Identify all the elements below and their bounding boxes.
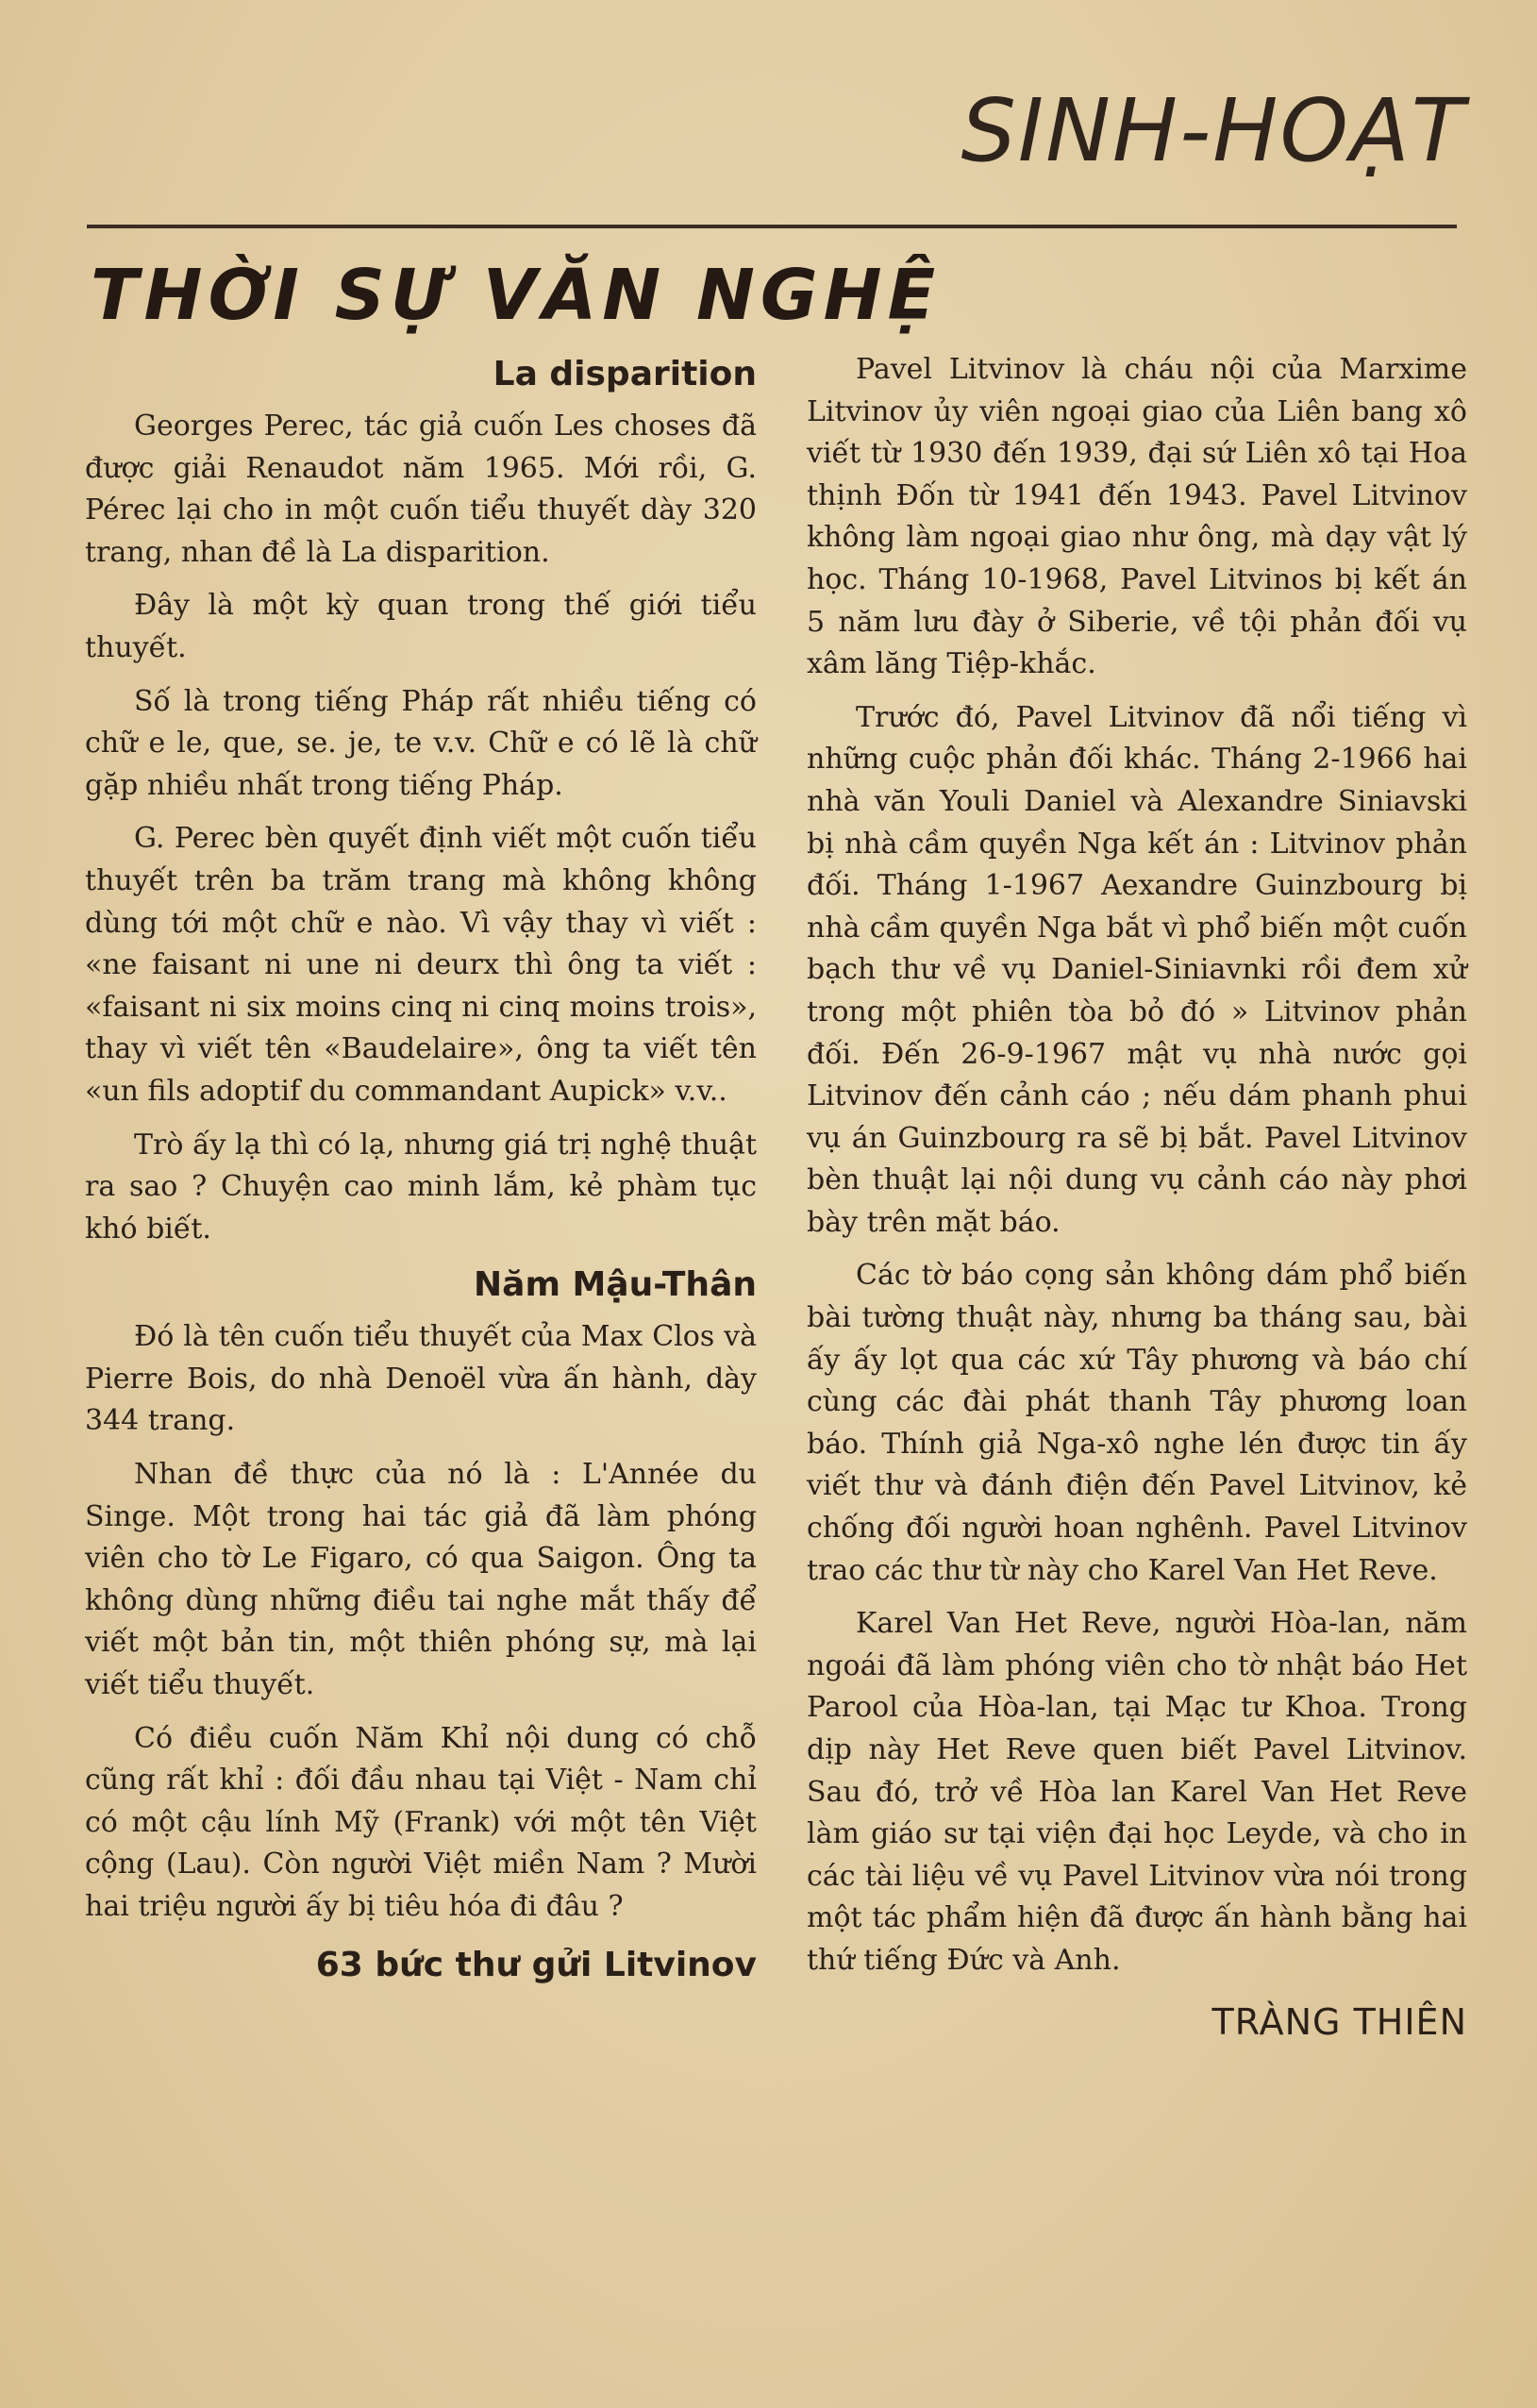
paragraph: G. Perec bèn quyết định viết một cuốn tiểu thuyết trên ba trăm trang mà không không dùng tới một chữ e nào. Vì vậy thay vì viết : «ne faisant ni une ni deurx thì ông ta viết : «faisant ni six moins cinq ni cinq moins trois», thay vì viết tên «Baudelaire», ông ta viết tên «un fils adoptif du commandant Aupick» v.v.. [85, 822, 757, 1108]
right-column [807, 349, 1467, 2043]
paragraph: Các tờ báo cọng sản không dám phổ biến bài tường thuật này, nhưng ba tháng sau, bài ấy ấy lọt qua các xứ Tây phương và báo chí cùng các đài phát thanh Tây phương loan báo. Thính giả Nga-xô nghe lén được tin ấy viết thư và đánh điện đến Pavel Litvinov, kẻ chống đối người hoan nghênh. Pavel Litvinov trao các thư từ này cho Karel Van Het Reve. [807, 1259, 1467, 1587]
subheading-nam-mau-than: Năm Mậu-Thân [474, 1265, 757, 1305]
paragraph: Số là trong tiếng Pháp rất nhiều tiếng có chữ e le, que, se. je, te v.v. Chữ e có lẽ là chữ gặp nhiều nhất trong tiếng Pháp. [85, 684, 757, 802]
paragraph: Đây là một kỳ quan trong thế giới tiểu thuyết. [85, 589, 757, 664]
paragraph: Có điều cuốn Năm Khỉ nội dung có chỗ cũng rất khỉ : đối đầu nhau tại Việt - Nam chỉ có một cậu lính Mỹ (Frank) với một tên Việt cộng (Lau). Còn người Việt miền Nam ? Mười hai triệu người ấy bị tiêu hóa đi đâu ? [85, 1721, 757, 1923]
paragraph: Đó là tên cuốn tiểu thuyết của Max Clos và Pierre Bois, do nhà Denoël vừa ấn hành, dày 344 trang. [85, 1320, 757, 1438]
paragraph: Karel Van Het Reve, người Hòa-lan, năm ngoái đã làm phóng viên cho tờ nhật báo Het Parool của Hòa-lan, tại Mạc tư Khoa. Trong dịp này Het Reve quen biết Pavel Litvinov. Sau đó, trở về Hòa lan Karel Van Het Reve làm giáo sư tại viện đại học Leyde, và cho in các tài liệu về vụ Pavel Litvinov vừa nói trong một tác phẩm hiện đã được ấn hành bằng hai thứ tiếng Đức và Anh. [807, 1607, 1467, 1977]
author-signature: TRÀNG THIÊN [1211, 2000, 1467, 2043]
header-rule [87, 225, 1457, 228]
page-title: THỜI SỰ VĂN NGHỆ [91, 255, 942, 336]
subheading-63-letters: 63 bức thư gửi Litvinov [315, 1945, 757, 1984]
section-header: SINH-HOẠT [961, 80, 1466, 181]
paragraph: Trước đó, Pavel Litvinov đã nổi tiếng vì những cuộc phản đối khác. Tháng 2-1966 hai nhà văn Youli Daniel và Alexandre Siniavski bị nhà cầm quyền Nga kết án : Litvinov phản đối. Tháng 1-1967 Aexandre Guinzbourg bị nhà cầm quyền Nga bắt vì phổ biến một cuốn bạch thư về vụ Daniel-Siniavnki rồi đem xử trong một phiên tòa bỏ đó » Litvinov phản đối. Đến 26-9-1967 mật vụ nhà nước gọi Litvinov đến cảnh cáo ; nếu dám phanh phui vụ án Guinzbourg ra sẽ bị bắt. Pavel Litvinov bèn thuật lại nội dung vụ cảnh cáo này phơi bày trên mặt báo. [807, 700, 1467, 1239]
left-column [85, 351, 757, 1997]
paragraph: Georges Perec, tác giả cuốn Les choses đã được giải Renaudot năm 1965. Mới rồi, G. Pérec lại cho in một cuốn tiểu thuyết dày 320 trang, nhan đề là La disparition. [85, 410, 757, 569]
paragraph: Trò ấy lạ thì có lạ, nhưng giá trị nghệ thuật ra sao ? Chuyện cao minh lắm, kẻ phàm tục khó biết. [85, 1128, 757, 1246]
paragraph: Pavel Litvinov là cháu nội của Marxime Litvinov ủy viên ngoại giao của Liên bang xô viết từ 1930 đến 1939, đại sứ Liên xô tại Hoa thịnh Đốn từ 1941 đến 1943. Pavel Litvinov không làm ngoại giao như ông, mà dạy vật lý học. Tháng 10-1968, Pavel Litvinos bị kết án 5 năm lưu đày ở Siberie, về tội phản đối vụ xâm lăng Tiệp-khắc. [807, 353, 1467, 681]
paragraph: Nhan đề thực của nó là : L'Année du Singe. Một trong hai tác giả đã làm phóng viên cho tờ Le Figaro, có qua Saigon. Ông ta không dùng những điều tai nghe mắt thấy để viết một bản tin, một thiên phóng sự, mà lại viết tiểu thuyết. [85, 1458, 757, 1702]
subheading-la-disparition: La disparition [493, 355, 757, 393]
